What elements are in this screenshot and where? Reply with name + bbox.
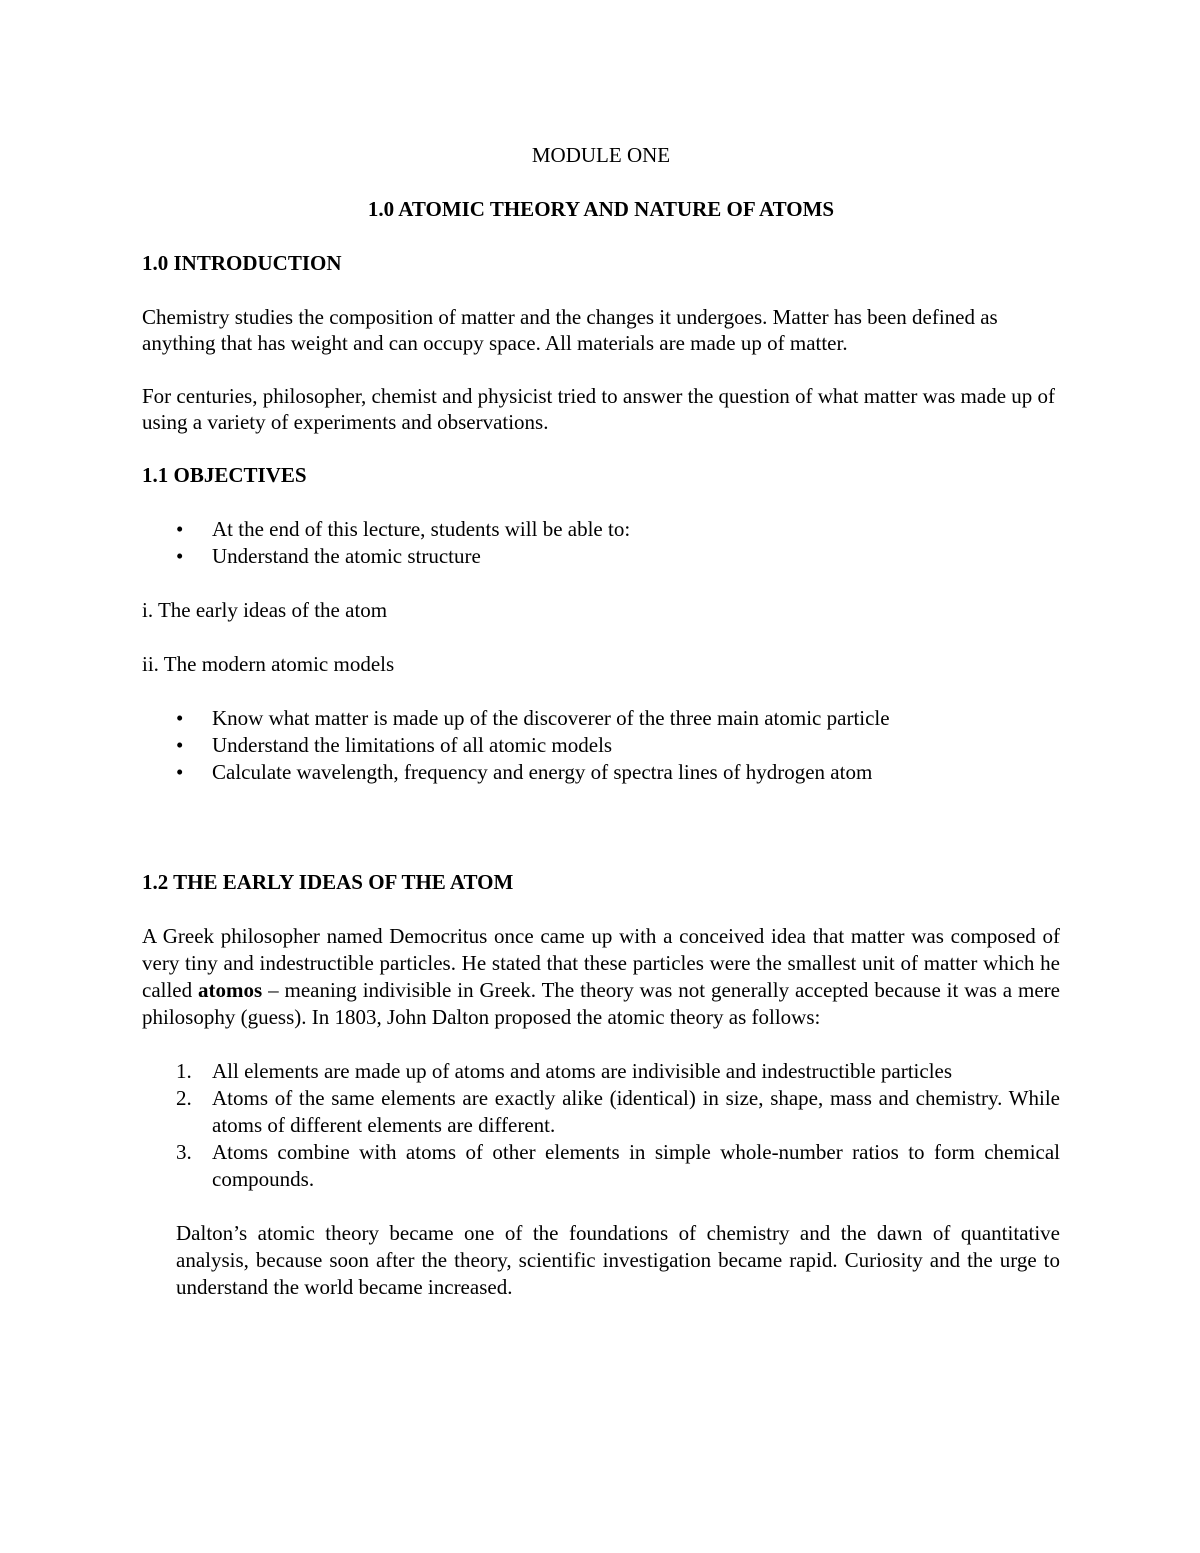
introduction-heading: 1.0 INTRODUCTION [142, 251, 342, 275]
document-page [142, 142, 1060, 1301]
list-item: 2. Atoms of the same elements are exactly alike (identical) in size, shape, mass and chemistry. While atoms of different elements are different. [176, 1086, 1060, 1137]
objectives-heading: 1.1 OBJECTIVES [142, 463, 307, 487]
objectives-list-a [142, 516, 1060, 570]
early-ideas-paragraph: A Greek philosopher named Democritus once came up with a conceived idea that matter was composed of very tiny and indestructible particles. He stated that these particles were the smallest unit of matter which he called atomos – meaning indivisible in Greek. The theory was not generally accepted because it was a mere philosophy (guess). In 1803, John Dalton proposed the atomic theory as follows: [142, 924, 1060, 1029]
list-item: • At the end of this lecture, students will be able to: [176, 517, 631, 541]
introduction-paragraph-1: Chemistry studies the composition of matter and the changes it undergoes. Matter has been defined as anything that has weight and can occupy space. All materials are made up of matter. [142, 305, 998, 355]
bullet-icon: • [176, 760, 184, 784]
list-item: • Understand the limitations of all atomic models [176, 733, 613, 757]
module-title: MODULE ONE [531, 143, 671, 167]
list-item: • Know what matter is made up of the discoverer of the three main atomic particle [176, 706, 890, 730]
objective-sub-ii: ii. The modern atomic models [142, 652, 395, 676]
early-ideas-heading: 1.2 THE EARLY IDEAS OF THE ATOM [142, 870, 514, 894]
atomos-term: atomos [198, 978, 263, 1002]
list-item: 3. Atoms combine with atoms of other elements in simple whole-number ratios to form chemical compounds. [176, 1140, 1060, 1191]
introduction-paragraph-2: For centuries, philosopher, chemist and physicist tried to answer the question of what matter was made up of using a variety of experiments and observations. [142, 384, 1056, 434]
objectives-list-b [142, 705, 1060, 786]
dalton-postulates-list [142, 1058, 1060, 1193]
list-item: • Understand the atomic structure [176, 544, 481, 568]
list-item: • Calculate wavelength, frequency and energy of spectra lines of hydrogen atom [176, 760, 873, 784]
bullet-icon: • [176, 517, 184, 541]
bullet-icon: • [176, 544, 184, 568]
document-title: 1.0 ATOMIC THEORY AND NATURE OF ATOMS [367, 197, 835, 221]
bullet-icon: • [176, 706, 184, 730]
objective-sub-i: i. The early ideas of the atom [142, 598, 388, 622]
bullet-icon: • [176, 733, 184, 757]
dalton-closing-paragraph: Dalton’s atomic theory became one of the foundations of chemistry and the dawn of quantitative analysis, because soon after the theory, scientific investigation became rapid. Curiosity and the urge to understand the world became increased. [176, 1221, 1060, 1299]
list-item: 1. All elements are made up of atoms and atoms are indivisible and indestructible particles [176, 1059, 953, 1083]
